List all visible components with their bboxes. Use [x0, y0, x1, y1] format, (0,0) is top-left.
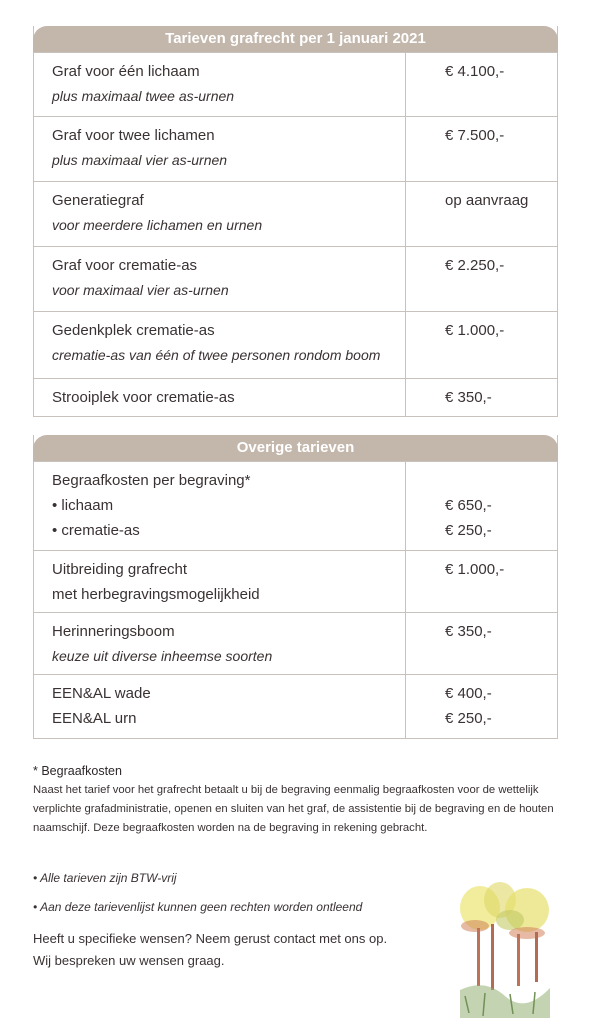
row-subtitle: crematie-as van één of twee personen rondom boom [52, 347, 381, 363]
row-price: € 250,- [445, 522, 492, 539]
row-price: € 4.100,- [445, 63, 505, 80]
row-price: € 400,- [445, 685, 492, 702]
row-price: € 650,- [445, 497, 492, 514]
row-subtitle: plus maximaal twee as-urnen [52, 88, 235, 104]
row-subtitle: voor meerdere lichamen en urnen [52, 217, 263, 233]
table-row [34, 612, 557, 674]
row-name: Graf voor crematie-as [52, 257, 198, 274]
table-title: Overige tarieven [33, 435, 558, 461]
other-rates-table [33, 435, 558, 739]
row-name: Generatiegraf [52, 192, 144, 209]
row-line: • crematie-as [52, 522, 140, 539]
table-row [34, 550, 557, 612]
row-price: op aanvraag [445, 192, 529, 209]
row-price: € 1.000,- [445, 561, 505, 578]
row-price: € 350,- [445, 389, 492, 406]
table-row [34, 461, 557, 550]
row-subtitle: voor maximaal vier as-urnen [52, 282, 229, 298]
watercolor-trees-image [455, 878, 555, 1018]
row-name: Begraafkosten per begraving* [52, 472, 251, 489]
row-price: € 1.000,- [445, 322, 505, 339]
table-row [34, 246, 557, 311]
table-title: Tarieven grafrecht per 1 januari 2021 [33, 26, 558, 52]
row-price: € 250,- [445, 710, 492, 727]
contact-text [33, 928, 387, 972]
table-row [34, 378, 557, 416]
row-price: € 2.250,- [445, 257, 505, 274]
table-row [34, 311, 557, 378]
row-line: met herbegravingsmogelijkheid [52, 586, 260, 603]
row-name: Gedenkplek crematie-as [52, 322, 215, 339]
table-row [34, 116, 557, 181]
grave-rights-table [33, 26, 558, 417]
notes-list [33, 864, 362, 922]
table-row [34, 674, 557, 738]
footnote [33, 762, 563, 838]
note-item: • Aan deze tarievenlijst kunnen geen rechten worden ontleend [33, 900, 363, 914]
row-name: Uitbreiding grafrecht [52, 561, 188, 578]
row-name: Strooiplek voor crematie-as [52, 389, 235, 406]
table-row [34, 181, 557, 246]
row-line: • lichaam [52, 497, 114, 514]
row-subtitle: keuze uit diverse inheemse soorten [52, 648, 273, 664]
note-item: • Alle tarieven zijn BTW-vrij [33, 871, 177, 885]
row-name: Graf voor twee lichamen [52, 127, 215, 144]
row-name: Graf voor één lichaam [52, 63, 200, 80]
footnote-heading: * Begraafkosten [33, 764, 122, 778]
table-row [34, 52, 557, 116]
row-price: € 350,- [445, 623, 492, 640]
row-subtitle: plus maximaal vier as-urnen [52, 152, 228, 168]
contact-line: Wij bespreken uw wensen graag. [33, 953, 225, 968]
row-price: € 7.500,- [445, 127, 505, 144]
footnote-text: Naast het tarief voor het grafrecht betaalt u bij de begraving eenmalig begraafkosten voor de wettelijk verplichte grafadministratie, openen en sluiten van het graf, de assistentie bij de begraving en de houten naamschijf. Deze begraafkosten worden na de begraving in rekening gebracht. [33, 784, 554, 834]
row-name: EEN&AL wade [52, 685, 151, 702]
row-name: Herinneringsboom [52, 623, 175, 640]
contact-line: Heeft u specifieke wensen? Neem gerust contact met ons op. [33, 931, 388, 946]
row-line: EEN&AL urn [52, 710, 137, 727]
